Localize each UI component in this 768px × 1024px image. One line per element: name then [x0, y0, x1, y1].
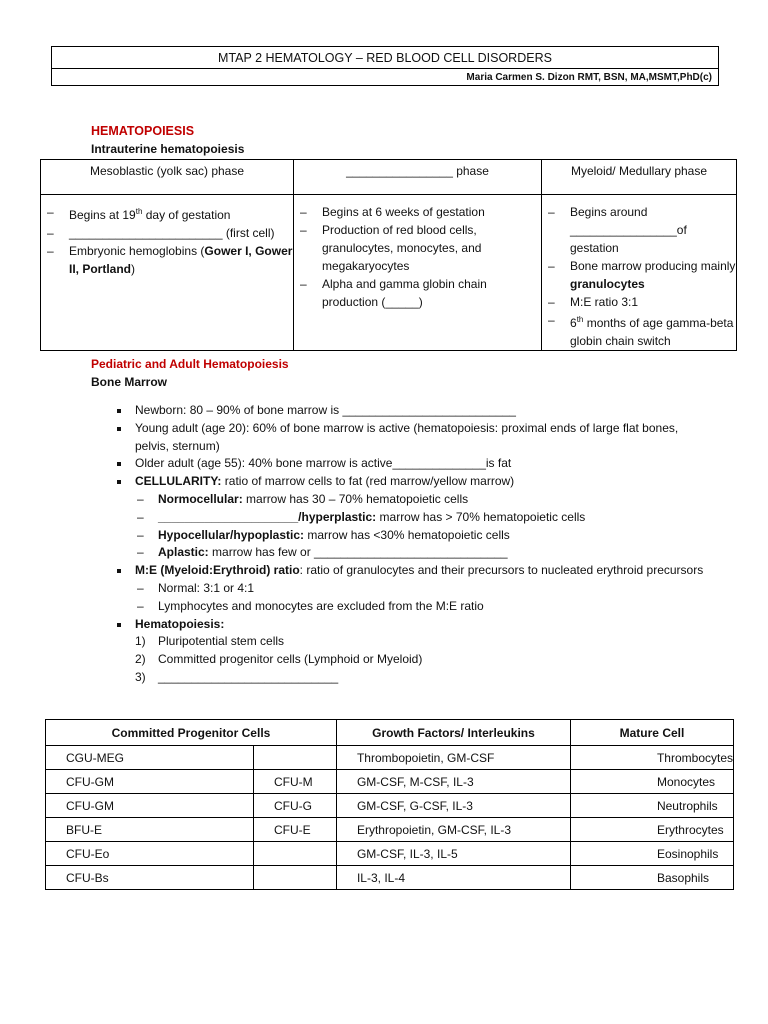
bullet-icon	[117, 569, 121, 573]
table-header-row	[46, 720, 734, 746]
section-subtitle-bone-marrow: Bone Marrow	[91, 375, 168, 389]
table-row: CFU-GM CFU-G GM-CSF, G-CSF, IL-3 Neutrophils	[46, 794, 734, 818]
bullet-icon	[117, 462, 121, 466]
myeloid-phase-cell	[542, 195, 737, 351]
intrauterine-phase-table	[40, 159, 737, 351]
bone-marrow-list	[115, 402, 715, 687]
section-subtitle-intrauterine: Intrauterine hematopoiesis	[91, 142, 245, 156]
list-item: Newborn: 80 – 90% of bone marrow is __________________________	[115, 402, 715, 420]
document-header	[51, 46, 719, 86]
hepatic-phase-cell	[294, 195, 542, 351]
bullet-icon	[117, 409, 121, 413]
list-item: – 6th months of age gamma-beta globin chain switch	[542, 311, 736, 350]
list-item: M:E (Myeloid:Erythroid) ratio: ratio of granulocytes and their precursors to nucleated erythroid precursors	[115, 562, 715, 580]
progenitor-cells-table	[45, 719, 734, 890]
list-item: – Begins at 6 weeks of gestation	[294, 203, 541, 221]
section-title-hematopoiesis: HEMATOPOIESIS	[91, 124, 195, 138]
list-item: – Normal: 3:1 or 4:1	[137, 580, 255, 595]
table-row: CFU-GM CFU-M GM-CSF, M-CSF, IL-3 Monocytes	[46, 770, 734, 794]
list-item: – Aplastic: marrow has few or _____________________________	[137, 545, 508, 560]
list-item: – Normocellular: marrow has 30 – 70% hematopoietic cells	[137, 491, 469, 506]
list-item: – _____________________/hyperplastic: marrow has > 70% hematopoietic cells	[137, 509, 586, 524]
list-item: – Production of red blood cells, granulocytes, monocytes, and megakaryocytes	[294, 221, 541, 275]
phase-header-mesoblastic: Mesoblastic (yolk sac) phase	[41, 160, 294, 195]
list-item: Hematopoiesis:	[115, 616, 715, 634]
bullet-icon	[117, 623, 121, 627]
list-item: – Bone marrow producing mainly granulocytes	[542, 257, 736, 293]
list-item: – _______________________ (first cell)	[41, 224, 293, 242]
document-title: MTAP 2 HEMATOLOGY – RED BLOOD CELL DISORDERS	[52, 47, 718, 69]
document-author: Maria Carmen S. Dizon RMT, BSN, MA,MSMT,PhD(c)	[466, 72, 712, 83]
table-row: CFU-Bs IL-3, IL-4 Basophils	[46, 866, 734, 890]
list-item: 3) ___________________________	[135, 669, 339, 684]
bullet-icon	[117, 480, 121, 484]
list-item: – Begins at 19th day of gestation	[41, 203, 293, 224]
table-row: BFU-E CFU-E Erythropoietin, GM-CSF, IL-3 Erythrocytes	[46, 818, 734, 842]
phase-header-hepatic: ________________ phase	[294, 160, 542, 195]
list-item: 2) Committed progenitor cells (Lymphoid or Myeloid)	[135, 652, 423, 667]
list-item: – Begins around ________________of gestation	[542, 203, 736, 257]
header-growth-factors: Growth Factors/ Interleukins	[336, 720, 570, 746]
table-row: CFU-Eo GM-CSF, IL-3, IL-5 Eosinophils	[46, 842, 734, 866]
list-item: – Embryonic hemoglobins (Gower I, Gower II, Portland)	[41, 242, 293, 278]
phase-header-myeloid: Myeloid/ Medullary phase	[542, 160, 737, 195]
list-item: – Hypocellular/hypoplastic: marrow has <30% hematopoietic cells	[137, 527, 510, 542]
table-row: CGU-MEG Thrombopoietin, GM-CSF Thrombocytes	[46, 746, 734, 770]
bullet-icon	[117, 427, 121, 431]
list-item: Young adult (age 20): 60% of bone marrow is active (hematopoiesis: proximal ends of large flat bones, pelvis, sternum)	[115, 420, 715, 456]
list-item: Older adult (age 55): 40% bone marrow is active______________is fat	[115, 455, 715, 473]
list-item: 1) Pluripotential stem cells	[135, 634, 285, 649]
list-item: CELLULARITY: ratio of marrow cells to fat (red marrow/yellow marrow)	[115, 473, 715, 491]
list-item: – Lymphocytes and monocytes are excluded from the M:E ratio	[137, 598, 484, 613]
header-mature-cell: Mature Cell	[570, 720, 733, 746]
list-item: – Alpha and gamma globin chain production (_____)	[294, 275, 541, 311]
list-item: – M:E ratio 3:1	[542, 293, 736, 311]
header-committed-progenitor: Committed Progenitor Cells	[46, 720, 337, 746]
section-title-pediatric-adult: Pediatric and Adult Hematopoiesis	[91, 357, 289, 371]
mesoblastic-phase-cell	[41, 195, 294, 351]
